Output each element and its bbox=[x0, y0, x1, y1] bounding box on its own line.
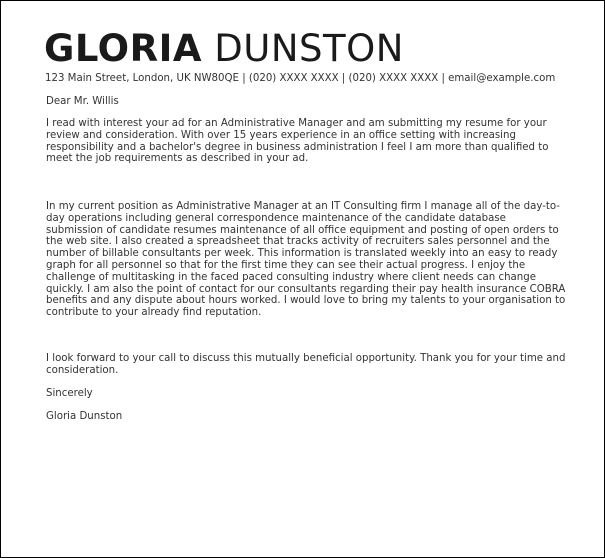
body-paragraph-3: I look forward to your call to discuss this mutually beneficial opportunity. Thank you for your time and consideration. bbox=[46, 353, 566, 376]
sender-name bbox=[44, 27, 404, 71]
sender-last-name: DUNSTON bbox=[214, 27, 404, 70]
letter-header bbox=[44, 27, 404, 71]
signature-name: Gloria Dunston bbox=[46, 411, 123, 422]
body-paragraph-1: I read with interest your ad for an Administrative Manager and am submitting my resume for your review and consideration. With over 15 years experience in an office setting with increasing responsibility and a bachelor's degree in business administration I feel I am more than qualified to meet the job requirements as described in your ad. bbox=[46, 118, 549, 165]
salutation: Dear Mr. Willis bbox=[46, 96, 119, 107]
contact-line: 123 Main Street, London, UK NW80QE | (020) XXXX XXXX | (020) XXXX XXXX | email@example.com bbox=[45, 73, 556, 84]
body-paragraph-2: In my current position as Administrative Manager at an IT Consulting firm I manage all of the day-to-day operations including general correspondence maintenance of the candidate database submission of candidate resumes maintenance of all office equipment and posting of open orders to the web site. I also created a spreadsheet that tracks activity of recruiters sales personnel and the number of billable consultants per week. This information is translated weekly into an easy to ready graph for all personnel so that for the first time they can see their actual progress. I enjoy the challenge of multitasking in the faced paced consulting industry where client needs can change quickly. I am also the point of contact for our consultants regarding their pay health insurance COBRA benefits and any dispute about hours worked. I would love to bring my talents to your organisation to contribute to your already find reputation. bbox=[46, 201, 566, 319]
sender-first-name: GLORIA bbox=[44, 27, 202, 70]
closing: Sincerely bbox=[46, 388, 93, 399]
